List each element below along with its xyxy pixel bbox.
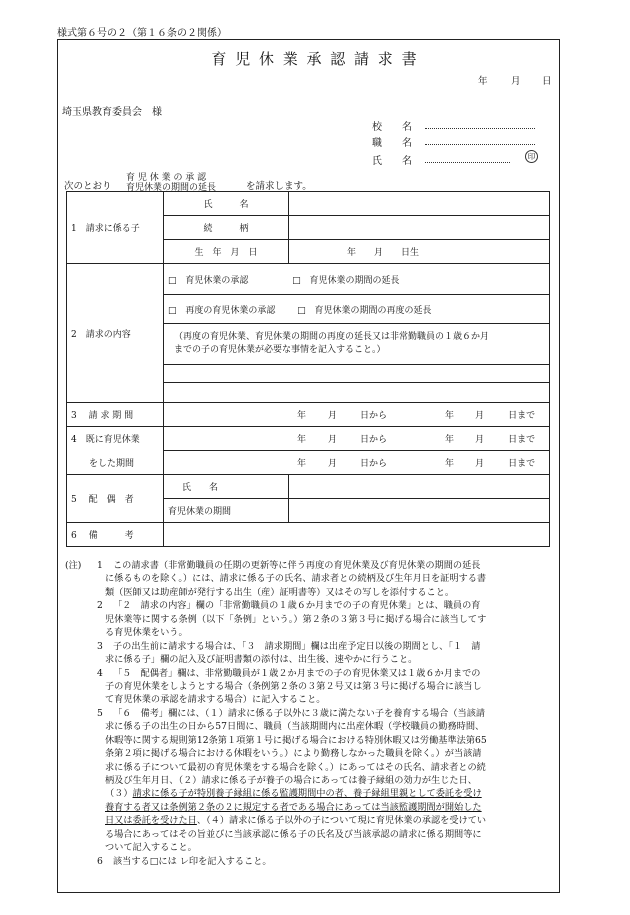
note-number: 2 [97,600,103,612]
note-5-line [65,841,555,854]
note-text: この請求書（非常勤職員の任期の更新等に伴う再度の育児休業及び育児休業の期間の延長 [113,560,481,571]
notes-label: (注) [65,560,82,571]
section6-label: 6 備 考 [67,523,164,547]
reason-field-1[interactable] [164,365,550,383]
prior-leave-row-2 [67,451,550,475]
section1-label: 1 請求に係る子 [67,192,164,264]
remarks-field[interactable] [164,523,550,547]
checkbox-re-approval[interactable]: □ [168,305,177,316]
prior-leave-period-1[interactable]: 年 月 日から 年 月 日まで [164,427,550,451]
option-re-extension-label: 育児休業の期間の再度の延長 [314,305,432,316]
note-text: 「６ 備考」欄には、（１）請求に係る子以外に３歳に満たない子を養育する場合（当該請 [113,707,486,719]
note-text: 「５ 配偶者」欄は、非常勤職員が１歳２か月までの子の育児休業又は１歳６か月までの [113,667,481,679]
note-text: 子の育児休業をしようとする場合（条例第２条の３第２号又は第３号に掲げる場合に該当し [105,680,482,692]
option-approval-label: 育児休業の承認 [185,275,249,286]
addressee: 埼玉県教育委員会 様 [62,107,162,118]
spouse-period-field[interactable] [289,499,550,523]
note-number: 5 [97,707,103,719]
note-text: 養育する者又は条例第２条の２に規定する者である場合にあっては当該監護期間が開始した [105,801,482,813]
note-number: 1 [97,560,103,571]
note-text: 休暇等に関する規則第12条第１項第１号に掲げる場合における特別休暇又は労働基準法第65 [105,734,487,746]
note-text: に係るものを除く。）には、請求に係る子の氏名、請求者との続柄及び生年月日を証明する書 [105,573,487,585]
reason-field-2[interactable] [164,383,550,403]
child-name-row [67,192,550,216]
note-text: 柄及び生年月日、（２）請求に係る子が養子の場合にあっては養子縁組の効力が生じた日、 [105,775,477,786]
note-text: （３）請求に係る子が特別養子縁組に係る監護期間中の者、養子縁組里親として委託を受け [105,788,482,800]
applicant-name-field[interactable] [425,152,510,166]
note-5-line [65,814,555,827]
child-dob-field[interactable]: 年 月 日生 [289,240,550,264]
spouse-name-field[interactable] [289,475,550,499]
notes-list [65,559,555,868]
note-5-line [65,707,555,720]
note-2-line [65,626,555,639]
note-text: ついて記入すること。 [105,842,197,854]
child-relation-label: 続 柄 [164,216,289,240]
checkbox-extension[interactable]: □ [292,275,301,286]
note-1-line [65,572,555,585]
note-text: 「２ 請求の内容」欄の「非常勤職員の１歳６か月までの子の育児休業」とは、職員の育 [113,600,481,612]
note-2-line [65,599,555,612]
date-year: 年 [478,76,488,87]
note-4-line [65,667,555,680]
note-text: 求に係る子について最初の育児休業をする場合を除く。）にあってはその氏名、請求者との続 [105,761,486,773]
date-month: 月 [511,76,521,87]
note-2-line [65,613,555,626]
note-5-line [65,801,555,814]
note-5-line [65,734,555,747]
option-extension-label: 育児休業の期間の延長 [309,275,400,286]
intro-suffix: を請求します。 [246,181,312,192]
note-text: る育児休業をいう。 [105,627,188,639]
note-text: 該当する□には レ印を記入すること。 [113,855,272,867]
option-re-approval-label: 再度の育児休業の承認 [185,305,276,316]
note-text: て育児休業の承認を請求する場合）に記入すること。 [105,694,326,706]
note-number: 3 [97,640,103,652]
request-period-field[interactable]: 年 月 日から 年 月 日まで [164,403,550,427]
remarks-row [67,523,550,547]
note-text: る場合にあってはその旨並びに当該承認に係る子の氏名及び当該承認の請求に係る期間等に [105,828,482,840]
note-3-line [65,640,555,653]
intro-option-extension: 育児休業の期間の延長 [126,183,217,193]
note-text: 求に係る子」欄の記入及び証明書類の添付は、出生後、速やかに行うこと。 [105,654,418,666]
date-day: 日 [542,76,552,87]
position-label: 職 名 [372,138,412,149]
section5-label: 5 配 偶 者 [67,475,164,523]
note-text: 日又は委託を受けた日、（４）請求に係る子以外の子について現に育児休業の承認を受けてい [105,815,487,827]
note-5-line [65,761,555,774]
seal-icon: 印 [525,150,538,163]
note-4-line [65,680,555,693]
child-name-field[interactable] [289,192,550,216]
section3-label: 3 請 求 期 間 [67,403,164,427]
spouse-period-label: 育児休業の期間 [164,499,289,523]
note-text: 類（医師又は助産師が発行する出生（産）証明書等）又はその写しを添付すること。 [105,586,455,598]
request-period-row [67,403,550,427]
note-text: 条第２項に掲げる場合における休暇をいう。）により勤務しなかった職員を除く。）が当該請 [105,748,482,760]
page-title: 育 児 休 業 承 認 請 求 書 [211,50,419,68]
applicant-name-label: 氏 名 [372,156,412,167]
section4-label-line1: 4 既に育児休業 [67,427,164,451]
position-field[interactable] [425,134,535,148]
notes-section [65,559,555,868]
note-4-line [65,693,555,706]
request-form-table [66,191,550,547]
note-1-line [65,559,555,572]
note-5-line [65,774,555,787]
note-text: 求に係る子の出生の日から57日間に、職員（当該期間内に出産休暇（学校職員の勤務時間、 [105,721,485,733]
intro-prefix: 次のとおり [64,181,112,192]
request-options-row [67,264,550,295]
school-name-label: 校 名 [372,122,412,133]
child-dob-label: 生 年 月 日 [164,240,289,264]
form-number: 様式第６号の２（第１６条の２関係） [57,28,227,39]
child-name-label: 氏 名 [164,192,289,216]
section4-label-line2: をした期間 [67,451,164,475]
note-number: 4 [97,667,103,679]
prior-leave-row-1 [67,427,550,451]
note-1-line [65,586,555,599]
section2-label: 2 請求の内容 [67,264,164,403]
reason-instructions: （再度の育児休業、育児休業の期間の再度の延長又は非常勤職員の１歳６か月 までの子の育児休業が必要な事情を記入すること。） [164,324,550,365]
note-5-line [65,720,555,733]
note-3-line [65,653,555,666]
note-6-line [65,855,555,868]
spouse-name-row [67,475,550,499]
school-name-field[interactable] [425,118,535,132]
note-text: 児休業等に関する条例（以下「条例」という。）第２条の３第３号に掲げる場合に該当してす [105,613,487,625]
intro-option-approval: 育 児 休 業 の 承 認 [126,173,207,183]
checkbox-re-extension[interactable]: □ [297,305,306,316]
note-5-line [65,747,555,760]
prior-leave-period-2[interactable]: 年 月 日から 年 月 日まで [164,451,550,475]
note-text: 子の出生前に請求する場合は、「３ 請求期間」欄は出産予定日以後の期間とし、「１ 請 [113,640,481,652]
note-5-line [65,828,555,841]
spouse-name-label: 氏 名 [164,475,289,499]
note-5-line [65,787,555,800]
note-number: 6 [97,855,103,867]
checkbox-approval[interactable]: □ [168,275,177,286]
child-relation-field[interactable] [289,216,550,240]
